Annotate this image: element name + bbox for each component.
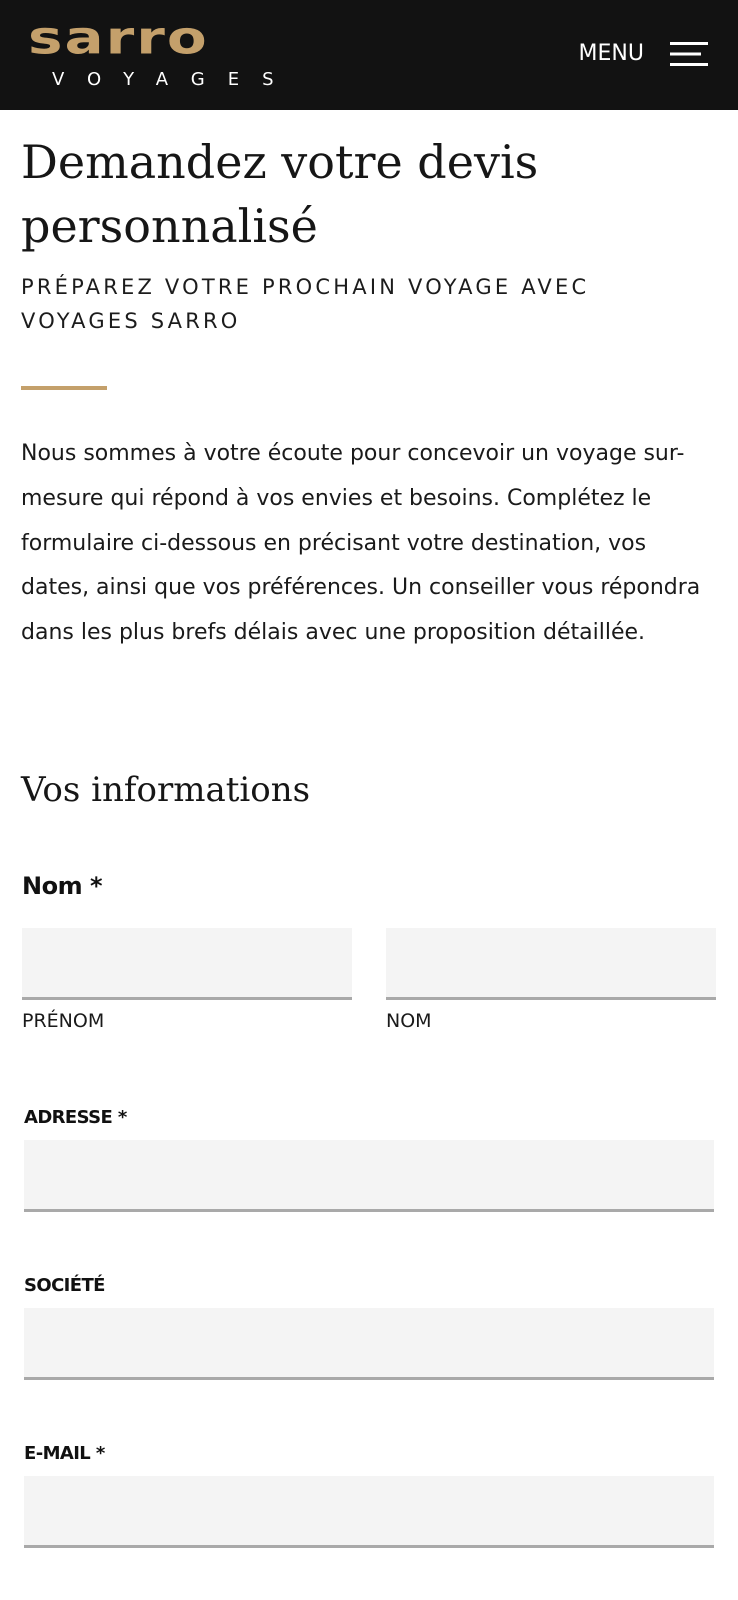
hamburger-icon: [670, 41, 708, 67]
menu-label: MENU: [578, 41, 644, 66]
address-field-label: [24, 1105, 127, 1131]
logo-wordmark: sarro: [28, 11, 209, 65]
required-asterisk: *: [117, 1107, 127, 1128]
address-label-text: ADRESSE: [24, 1107, 113, 1128]
required-asterisk: *: [89, 872, 103, 900]
address-input[interactable]: [24, 1140, 714, 1212]
email-label-text: E-MAIL: [24, 1443, 91, 1464]
last-name-sublabel: NOM: [386, 1010, 432, 1032]
accent-divider: [21, 386, 107, 390]
page-subtitle: PRÉPAREZ VOTRE PROCHAIN VOYAGE AVEC VOYAGES SARRO: [21, 275, 590, 333]
site-header: [0, 0, 738, 110]
first-name-sublabel: PRÉNOM: [22, 1010, 105, 1032]
logo-subtitle: VOYAGES: [52, 69, 297, 90]
site-logo[interactable]: [28, 11, 344, 94]
page-title: Demandez votre devis personnalisé: [21, 135, 539, 253]
required-asterisk: *: [95, 1443, 105, 1464]
name-field-label: [22, 870, 102, 902]
company-label-text: SOCIÉTÉ: [24, 1275, 105, 1296]
section-title-informations: Vos informations: [21, 770, 311, 810]
email-field-label: [24, 1441, 105, 1467]
intro-paragraph: Nous sommes à votre écoute pour concevoir un voyage sur-mesure qui répond à vos envies et besoins. Complétez le formulaire ci-dessous en précisant votre destination, vos dates, ainsi que vos préférences. Un conseiller vous répondra dans les plus brefs délais avec une proposition détaillée.: [21, 441, 701, 646]
company-input[interactable]: [24, 1308, 714, 1380]
first-name-input[interactable]: [22, 928, 352, 1000]
email-input[interactable]: [24, 1476, 714, 1548]
name-label-text: Nom: [22, 872, 83, 900]
company-field-label: [24, 1273, 105, 1299]
last-name-input[interactable]: [386, 928, 716, 1000]
menu-button[interactable]: [579, 36, 708, 72]
